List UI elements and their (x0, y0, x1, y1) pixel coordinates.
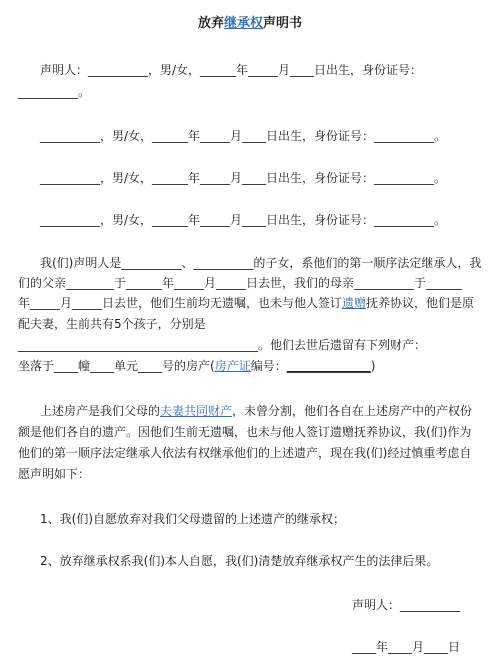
para2-line1 (40, 403, 488, 419)
title-prefix: 放弃 (197, 16, 224, 31)
para1-line3-text-a: 年_____月_____日去世，他们生前均无遗嘱，也未与他人签订 (18, 296, 343, 310)
document-title (0, 12, 500, 31)
para1-line3-text-b: 抚养协议，他们是原 (366, 296, 475, 310)
certificate-number-blank: ______________ (286, 359, 371, 373)
para2-line4: 愿声明如下： (18, 467, 91, 481)
para1-line6-text-c: ) (370, 359, 376, 373)
title-suffix: 声明书 (263, 16, 303, 31)
declaration-item-1: 1、我(们)自愿放弃对我们父母遗留的上述遗产的继承权； (40, 512, 346, 526)
joint-property-link[interactable]: 夫妻共同财产 (160, 404, 233, 418)
para2-line2: 额是他们各自的遗产。因他们生前无遗嘱，也未与他人签订遗赠抚养协议，我(们)作为 (18, 425, 472, 439)
para1-line6 (18, 358, 488, 374)
declarant1-line1: 声明人：__________，男/女，______年_____月____日出生，身份证号： (40, 63, 423, 77)
para2-line1-text-a: 上述房产是我们父母的 (40, 404, 161, 418)
para1-line1: 我(们)声明人是__________、__________的子女，系他们的第一顺序法定继承人，我 (40, 256, 482, 270)
declaration-item-2: 2、放弃继承权系我(们)本人自愿，我(们)清楚放弃继承权产生的法律后果。 (40, 554, 439, 568)
signature-line: 声明人：__________ (351, 598, 460, 612)
declarant3-line: __________，男/女，______年_____月____日出生，身份证号：__________。 (40, 171, 447, 185)
bequest-link[interactable]: 遗赠 (342, 296, 367, 310)
declarant1-line2: __________。 (18, 85, 91, 99)
date-line: ____年____月____日 (351, 640, 460, 654)
property-certificate-link[interactable]: 房产证 (214, 359, 251, 373)
declarant2-line: __________，男/女，______年_____月____日出生，身份证号：__________。 (40, 129, 447, 143)
para1-line3 (18, 295, 488, 311)
declarant4-line: __________，男/女，______年_____月____日出生，身份证号：__________。 (40, 213, 447, 227)
para1-line5: ________________________________________。他们去世后遗留有下列财产： (18, 338, 427, 352)
para1-line6-text-a: 坐落于____幢____单元____号的房产( (18, 359, 215, 373)
para2-line3: 他们的第一顺序法定继承人依法有权继承他们的上述遗产，现在我(们)经过慎重考虑自 (18, 446, 472, 460)
para2-line1-text-b: ，未曾分割，他们各自在上述房产中的产权份 (232, 404, 473, 418)
title-highlight-link[interactable]: 继承权 (223, 16, 263, 31)
para1-line4: 配夫妻，生前共有5个孩子，分别是 (18, 317, 206, 331)
para1-line6-text-b: 编号： (250, 359, 287, 373)
para1-line2: 们的父亲________于______年_____月_____日去世，我们的母亲__________于______ (18, 276, 463, 290)
